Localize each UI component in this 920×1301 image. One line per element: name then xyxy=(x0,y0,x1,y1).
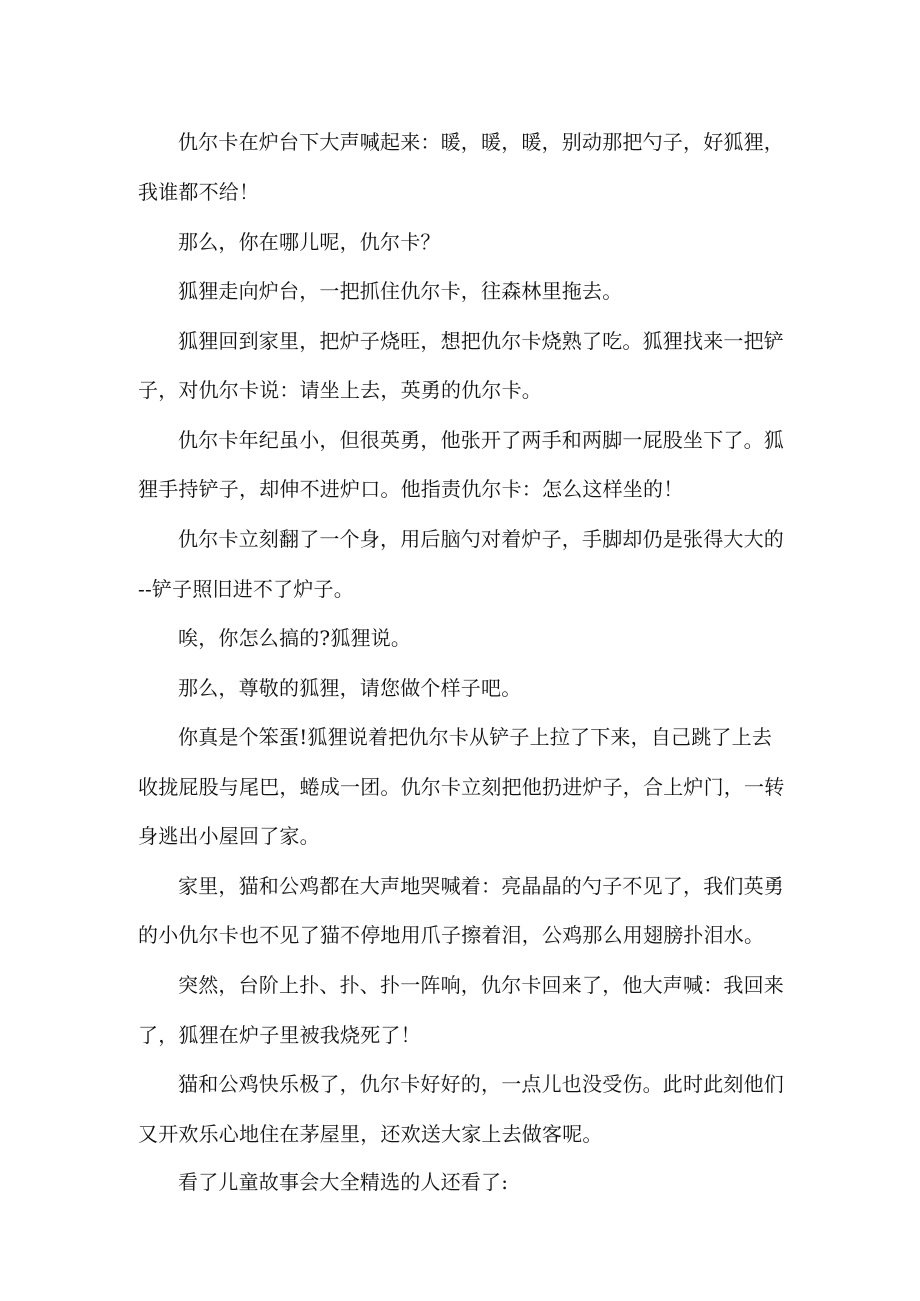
story-line-19: 了，狐狸在炉子里被我烧死了！ xyxy=(138,1023,421,1047)
story-line-20: 猫和公鸡快乐极了，仇尔卡好好的，一点儿也没受伤。此时此刻他们 xyxy=(178,1072,784,1096)
story-line-17: 的小仇尔卡也不见了猫不停地用爪子擦着泪，公鸡那么用翅膀扑泪水。 xyxy=(138,923,765,947)
story-line-12: 那么，尊敬的狐狸，请您做个样子吧。 xyxy=(178,676,522,700)
story-line-7: 仇尔卡年纪虽小，但很英勇，他张开了两手和两脚一屁股坐下了。狐 xyxy=(178,428,784,452)
story-line-15: 身逃出小屋回了家。 xyxy=(138,824,320,848)
story-line-4: 狐狸走向炉台，一把抓住仇尔卡，往森林里拖去。 xyxy=(178,279,623,303)
story-line-5: 狐狸回到家里，把炉子烧旺，想把仇尔卡烧熟了吃。狐狸找来一把铲 xyxy=(178,329,784,353)
story-line-10: --铲子照旧进不了炉子。 xyxy=(138,577,354,601)
story-line-1: 仇尔卡在炉台下大声喊起来：暖，暖，暖，别动那把勺子，好狐狸， xyxy=(178,130,784,154)
story-line-13: 你真是个笨蛋!狐狸说着把仇尔卡从铲子上拉了下来，自己跳了上去 xyxy=(178,725,773,749)
story-line-14: 收拢屁股与尾巴，蜷成一团。仇尔卡立刻把他扔进炉子，合上炉门，一转 xyxy=(138,775,785,799)
story-line-6: 子，对仇尔卡说：请坐上去，英勇的仇尔卡。 xyxy=(138,378,542,402)
story-line-8: 狸手持铲子，却伸不进炉口。他指责仇尔卡：怎么这样坐的！ xyxy=(138,477,684,501)
story-line-16: 家里，猫和公鸡都在大声地哭喊着：亮晶晶的勺子不见了，我们英勇 xyxy=(178,874,784,898)
story-line-21: 又开欢乐心地住在茅屋里，还欢送大家上去做客呢。 xyxy=(138,1122,603,1146)
story-line-18: 突然，台阶上扑、扑、扑一阵响，仇尔卡回来了，他大声喊：我回来 xyxy=(178,973,784,997)
related-reading-heading: 看了儿童故事会大全精选的人还看了: xyxy=(178,1170,509,1194)
story-line-2: 我谁都不给！ xyxy=(138,180,260,204)
story-line-9: 仇尔卡立刻翻了一个身，用后脑勺对着炉子，手脚却仍是张得大大的 xyxy=(178,527,784,551)
story-line-3: 那么，你在哪儿呢，仇尔卡？ xyxy=(178,230,441,254)
story-line-11: 唉，你怎么搞的?狐狸说。 xyxy=(178,626,412,650)
